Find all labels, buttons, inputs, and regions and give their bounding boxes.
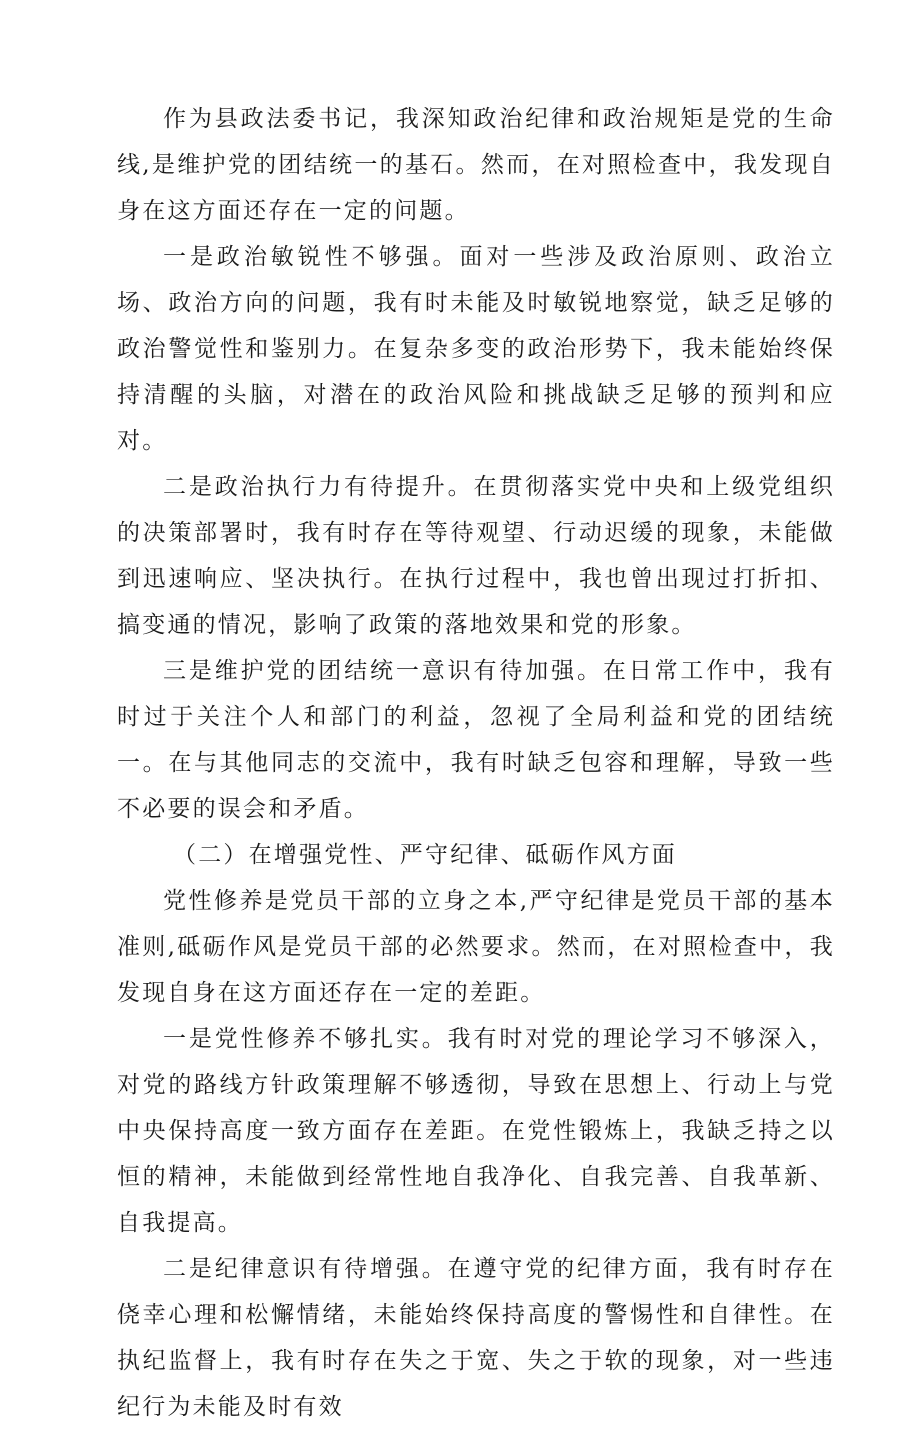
section-heading: （二）在增强党性、严守纪律、砥砺作风方面 <box>173 842 677 868</box>
paragraph-political-execution: 二是政治执行力有待提升。在贯彻落实党中央和上级党组织的决策部署时，我有时存在等待观望、行动迟缓的现象，未能做到迅速响应、坚决执行。在执行过程中，我也曾出现过打折扣、搞变通的情况，影响了政策的落地效果和党的形象。 <box>117 474 835 638</box>
paragraph-party-unity: 三是维护党的团结统一意识有待加强。在日常工作中，我有时过于关注个人和部门的利益，忽视了全局利益和党的团结统一。在与其他同志的交流中，我有时缺乏包容和理解，导致一些不必要的误会和矛盾。 <box>117 658 835 822</box>
paragraph-party-spirit-cultivation: 一是党性修养不够扎实。我有时对党的理论学习不够深入，对党的路线方针政策理解不够透彻，导致在思想上、行动上与党中央保持高度一致方面存在差距。在党性锻炼上，我缺乏持之以恒的精神，未能做到经常性地自我净化、自我完善、自我革新、自我提高。 <box>117 1026 835 1236</box>
paragraph-intro-party-spirit: 党性修养是党员干部的立身之本,严守纪律是党员干部的基本准则,砥砺作风是党员干部的必然要求。然而，在对照检查中，我发现自身在这方面还存在一定的差距。 <box>117 888 835 1006</box>
document-body <box>117 96 835 1430</box>
paragraph-discipline-awareness: 二是纪律意识有待增强。在遵守党的纪律方面，我有时存在侥幸心理和松懈情绪，未能始终保持高度的警惕性和自律性。在执纪监督上，我有时存在失之于宽、失之于软的现象，对一些违纪行为未能及时有效 <box>117 1256 835 1420</box>
paragraph-political-sensitivity: 一是政治敏锐性不够强。面对一些涉及政治原则、政治立场、政治方向的问题，我有时未能及时敏锐地察觉，缺乏足够的政治警觉性和鉴别力。在复杂多变的政治形势下，我未能始终保持清醒的头脑，对潜在的政治风险和挑战缺乏足够的预判和应对。 <box>117 244 835 454</box>
paragraph-intro-political-discipline: 作为县政法委书记，我深知政治纪律和政治规矩是党的生命线,是维护党的团结统一的基石。然而，在对照检查中，我发现自身在这方面还存在一定的问题。 <box>117 106 835 224</box>
